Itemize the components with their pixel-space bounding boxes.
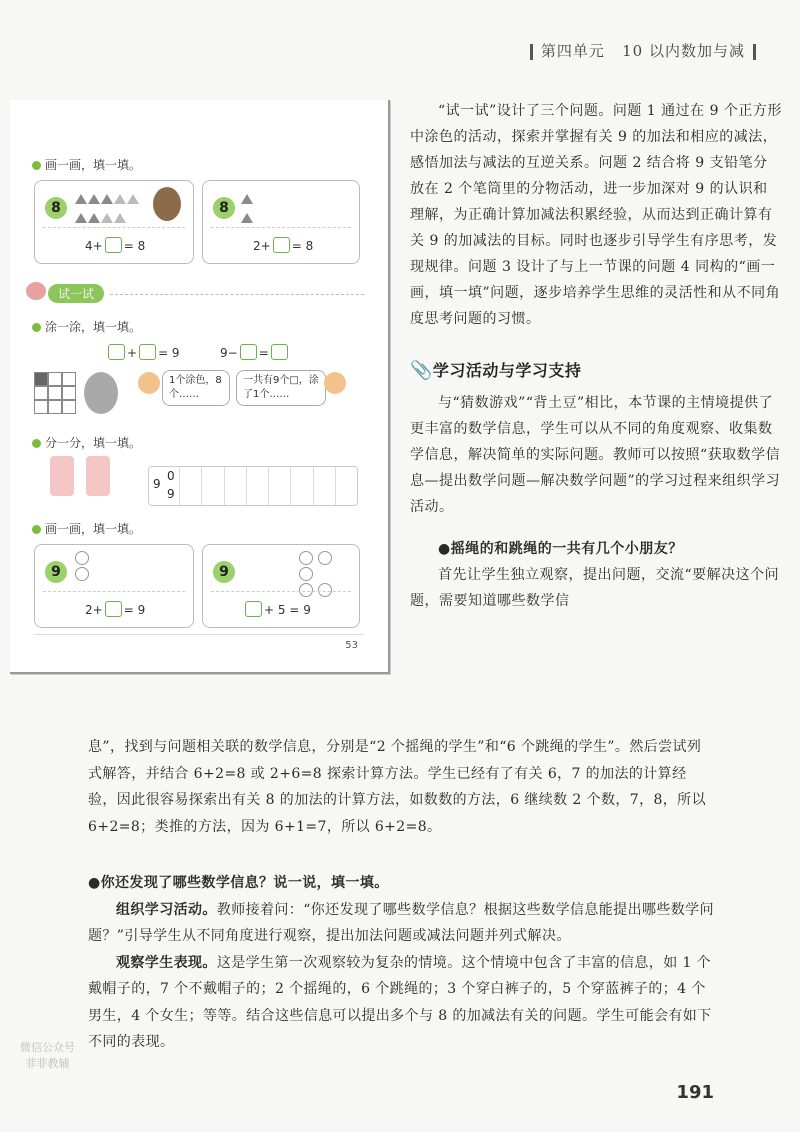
section1-label: 画一画，填一填。	[32, 156, 141, 173]
equation-3: 2+ = 9	[85, 603, 146, 617]
paragraph-observe-start: 首先让学生独立观察，提出问题，交流“要解决这个问题，需要知道哪些数学信	[410, 567, 780, 609]
table-cell[interactable]	[246, 467, 268, 505]
divider	[211, 591, 351, 592]
pencil-cup-icon	[86, 456, 110, 496]
paragraph-organize: 组织学习活动。教师接着问：“你还发现了哪些数学信息？根据这些数学信息能提出哪些数学问题？”引导学生从不同角度进行观察，提出加法问题或减法问题并列式解决。	[88, 901, 714, 944]
bullet-dot-icon	[32, 439, 41, 448]
divider	[43, 227, 185, 228]
header-title: 10 以内数加与减	[622, 42, 745, 60]
equation-1: 4+ = 8	[85, 239, 146, 253]
header-bar-left	[530, 44, 533, 60]
card-number: 9	[213, 561, 235, 583]
title-rule	[110, 294, 364, 295]
equation-4: + 5 = 9	[243, 601, 311, 617]
answer-box[interactable]	[139, 344, 156, 360]
header-unit: 第四单元	[540, 42, 605, 60]
speech-bubble-1: 1个涂色，8个……	[162, 370, 230, 406]
answer-box[interactable]	[240, 344, 257, 360]
paragraph-observe-cont: 息”，找到与问题相关联的数学信息，分别是“2 个摇绳的学生”和“6 个跳绳的学生”。然后尝试列式解答，并结合 6+2=8 或 2+6=8 探索计算方法。学生已经有了有关 6，7 的加法的计算经验，因此很容易探索出有关 8 的加法的计算方法，如数数的方法，6 继续数 2 个数，7，8，所以 6+2=8；类推的方法，因为 6+1=7，所以 6+2=8。	[88, 739, 706, 835]
card-number: 8	[45, 197, 67, 219]
elephant-illustration	[84, 372, 118, 414]
card-number: 8	[213, 197, 235, 219]
table-cell[interactable]	[313, 467, 335, 505]
bullet-dot-icon	[32, 323, 41, 332]
page-number: 191	[676, 1082, 714, 1103]
paragraph-try: “试一试”设计了三个问题。问题 1 通过在 9 个正方形中涂色的活动，探索并掌握有关 9 的加法和相应的减法，感悟加法与减法的互逆关系。问题 2 结合将 9 支铅笔分放在 2 个笔筒里的分物活动，进一步加深对 9 的认识和理解，为正确计算加减法积累经验，从而达到正确计算有关 9 的加减法的目标。同时也逐步引导学生有序思考，发现规律。问题 3 设计了与上一节课的问题 4 同构的“画一画，填一填”问题，逐步培养学生思维的灵活性和从不同角度思考问题的习惯。	[410, 103, 782, 327]
header-bar-right	[753, 44, 756, 60]
answer-box[interactable]	[108, 344, 125, 360]
triangles-figure	[241, 189, 261, 227]
full-width-text	[88, 734, 714, 1056]
bear-illustration	[153, 187, 181, 221]
triangles-figure	[75, 189, 155, 227]
circles-figure	[75, 551, 95, 583]
answer-box[interactable]	[271, 344, 288, 360]
bullet-dot-icon	[32, 161, 41, 170]
table-cell[interactable]	[224, 467, 246, 505]
child-avatar-icon	[324, 372, 346, 394]
table-cell-bottom: 9	[167, 487, 175, 501]
table-cell[interactable]	[268, 467, 290, 505]
paragraph-activity: 与“猜数游戏”“背土豆”相比，本节课的主情境提供了更丰富的数学信息，学生可以从不同的角度观察、收集数学信息，解决简单的实际问题。教师可以按照“获取数学信息—提出数学问题—解决数学问题”的学习过程来组织学习活动。	[410, 395, 781, 515]
draw-card-2	[202, 180, 360, 264]
equation-a: + = 9	[106, 344, 180, 360]
answer-box[interactable]	[105, 601, 122, 617]
draw-card-4	[202, 544, 360, 628]
nine-squares-grid	[34, 372, 76, 414]
table-total: 9	[153, 477, 161, 491]
answer-box[interactable]	[245, 601, 262, 617]
draw-card-1	[34, 180, 194, 264]
divider	[211, 227, 351, 228]
draw-card-3	[34, 544, 194, 628]
answer-box[interactable]	[273, 237, 290, 253]
section4-label: 画一画，填一填。	[32, 520, 141, 537]
right-column	[410, 98, 782, 614]
bullet-dot-icon	[32, 525, 41, 534]
running-header	[522, 40, 764, 61]
section2-label: 涂一涂，填一填。	[32, 318, 141, 335]
divider	[43, 591, 185, 592]
textbook-excerpt	[10, 100, 390, 674]
table-cell[interactable]	[290, 467, 312, 505]
table-cell-top: 0	[167, 469, 175, 483]
answer-box[interactable]	[105, 237, 122, 253]
table-cell[interactable]	[179, 467, 201, 505]
equation-b: 9− =	[220, 344, 290, 360]
watermark: 微信公众号 菲菲教辅	[20, 1041, 75, 1070]
table-cell[interactable]	[335, 467, 357, 505]
question-1: ●摇绳的和跳绳的一共有几个小朋友？	[438, 541, 683, 557]
try-title: 试一试	[48, 284, 104, 303]
fill-table	[148, 466, 358, 506]
equation-2: 2+ = 8	[253, 239, 314, 253]
question-2: ●你还发现了哪些数学信息？说一说，填一填。	[88, 875, 389, 891]
pencil-cup-icon	[50, 456, 74, 496]
paragraph-performance: 观察学生表现。这是学生第一次观察较为复杂的情境。这个情境中包含了丰富的信息，如 1 个戴帽子的，7 个不戴帽子的；2 个摇绳的，6 个跳绳的；3 个穿白裤子的，5 个穿蓝裤子的；4 个男生，4 个女生；等等。结合这些信息可以提出多个与 8 的加减法有关的问题。学生可能会有如下不同的表现。	[88, 954, 712, 1050]
table-cell[interactable]	[201, 467, 223, 505]
textbook-page-number: 53	[345, 640, 358, 651]
card-number: 9	[45, 561, 67, 583]
speech-bubble-2: 一共有9个□，涂了1个……	[236, 370, 326, 406]
page-rule	[34, 634, 364, 635]
paperclip-icon: 📎	[410, 360, 433, 381]
character-icon	[26, 282, 46, 300]
section3-label: 分一分，填一填。	[32, 434, 141, 451]
section-heading: 📎学习活动与学习支持	[410, 360, 582, 381]
child-avatar-icon	[138, 372, 160, 394]
